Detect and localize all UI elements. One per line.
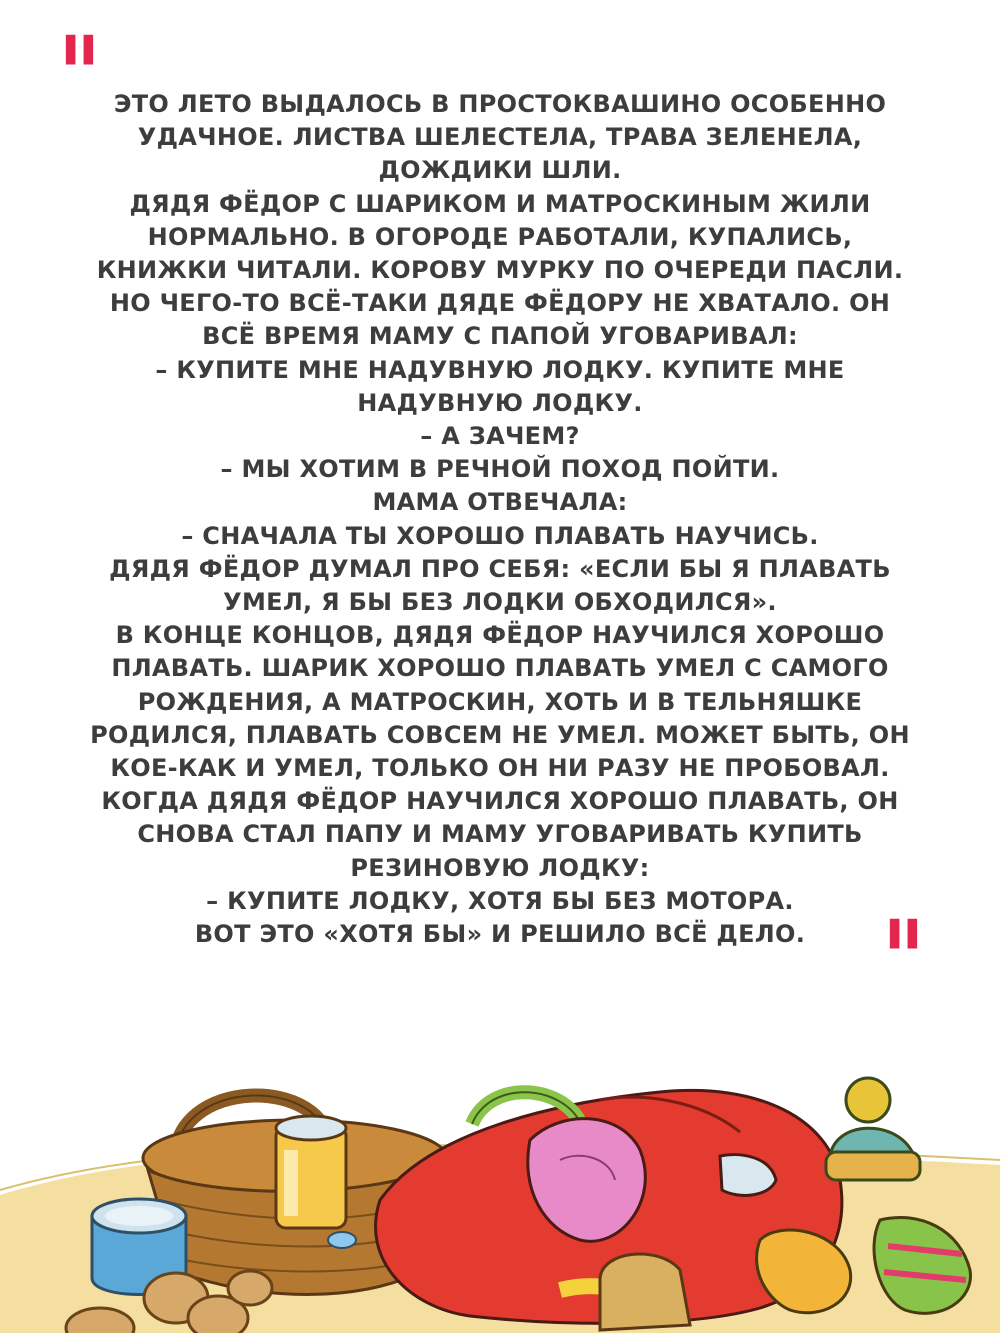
story-line: ВОТ ЭТО «ХОТЯ БЫ» И РЕШИЛО ВСЁ ДЕЛО. [194,920,806,949]
knit-hat [826,1078,920,1180]
story-text [70,88,930,951]
picnic-illustration [0,1040,1000,1333]
story-line: ДЯДЯ ФЁДОР ДУМАЛ ПРО СЕБЯ: «ЕСЛИ БЫ Я ПЛАВАТЬ [109,554,891,583]
story-line: КНИЖКИ ЧИТАЛИ. КОРОВУ МУРКУ ПО ОЧЕРЕДИ ПАСЛИ. [96,256,904,285]
story-line: – МЫ ХОТИМ В РЕЧНОЙ ПОХОД ПОЙТИ. [220,455,780,484]
bottle-cap [328,1232,356,1248]
closing-quote-mark: " [882,897,922,1025]
story-line: МАМА ОТВЕЧАЛА: [372,488,628,517]
story-line: – КУПИТЕ МНЕ НАДУВНУЮ ЛОДКУ. КУПИТЕ МНЕ [155,355,845,384]
story-line: – А ЗАЧЕМ? [420,422,580,451]
story-line: В КОНЦЕ КОНЦОВ, ДЯДЯ ФЁДОР НАУЧИЛСЯ ХОРОШО [115,621,885,650]
story-line: ПЛАВАТЬ. ШАРИК ХОРОШО ПЛАВАТЬ УМЕЛ С САМОГО [111,654,889,683]
boot [600,1254,690,1330]
story-line: НАДУВНУЮ ЛОДКУ. [357,388,643,417]
story-line: РОДИЛСЯ, ПЛАВАТЬ СОВСЕМ НЕ УМЕЛ. МОЖЕТ БЫТЬ, ОН [90,720,910,749]
story-line: УМЕЛ, Я БЫ БЕЗ ЛОДКИ ОБХОДИЛСЯ». [223,588,777,617]
jar [276,1116,346,1228]
story-line: КОГДА ДЯДЯ ФЁДОР НАУЧИЛСЯ ХОРОШО ПЛАВАТЬ, ОН [101,787,899,816]
story-line: ЭТО ЛЕТО ВЫДАЛОСЬ В ПРОСТОКВАШИНО ОСОБЕННО [113,90,887,118]
story-line: ДЯДЯ ФЁДОР С ШАРИКОМ И МАТРОСКИНЫМ ЖИЛИ [129,189,871,218]
opening-quote-mark: " [58,13,98,141]
story-line: КОЕ-КАК И УМЕЛ, ТОЛЬКО ОН НИ РАЗУ НЕ ПРОБОВАЛ. [110,754,890,783]
story-line: РЕЗИНОВУЮ ЛОДКУ: [350,853,650,882]
story-line: НО ЧЕГО-ТО ВСЁ-ТАКИ ДЯДЕ ФЁДОРУ НЕ ХВАТАЛО. ОН [109,289,891,318]
story-line: – КУПИТЕ ЛОДКУ, ХОТЯ БЫ БЕЗ МОТОРА. [206,886,794,915]
story-line: НОРМАЛЬНО. В ОГОРОДЕ РАБОТАЛИ, КУПАЛИСЬ, [147,222,853,251]
story-line: СНОВА СТАЛ ПАПУ И МАМУ УГОВАРИВАТЬ КУПИТЬ [137,820,863,849]
story-line: – СНАЧАЛА ТЫ ХОРОШО ПЛАВАТЬ НАУЧИСЬ. [181,521,819,550]
story-line: ДОЖДИКИ ШЛИ. [378,156,622,185]
story-line: РОЖДЕНИЯ, А МАТРОСКИН, ХОТЬ И В ТЕЛЬНЯШКЕ [137,687,863,716]
story-line: УДАЧНОЕ. ЛИСТВА ШЕЛЕСТЕЛА, ТРАВА ЗЕЛЕНЕЛА, [137,123,863,152]
story-line: ВСЁ ВРЕМЯ МАМУ С ПАПОЙ УГОВАРИВАЛ: [202,322,798,351]
